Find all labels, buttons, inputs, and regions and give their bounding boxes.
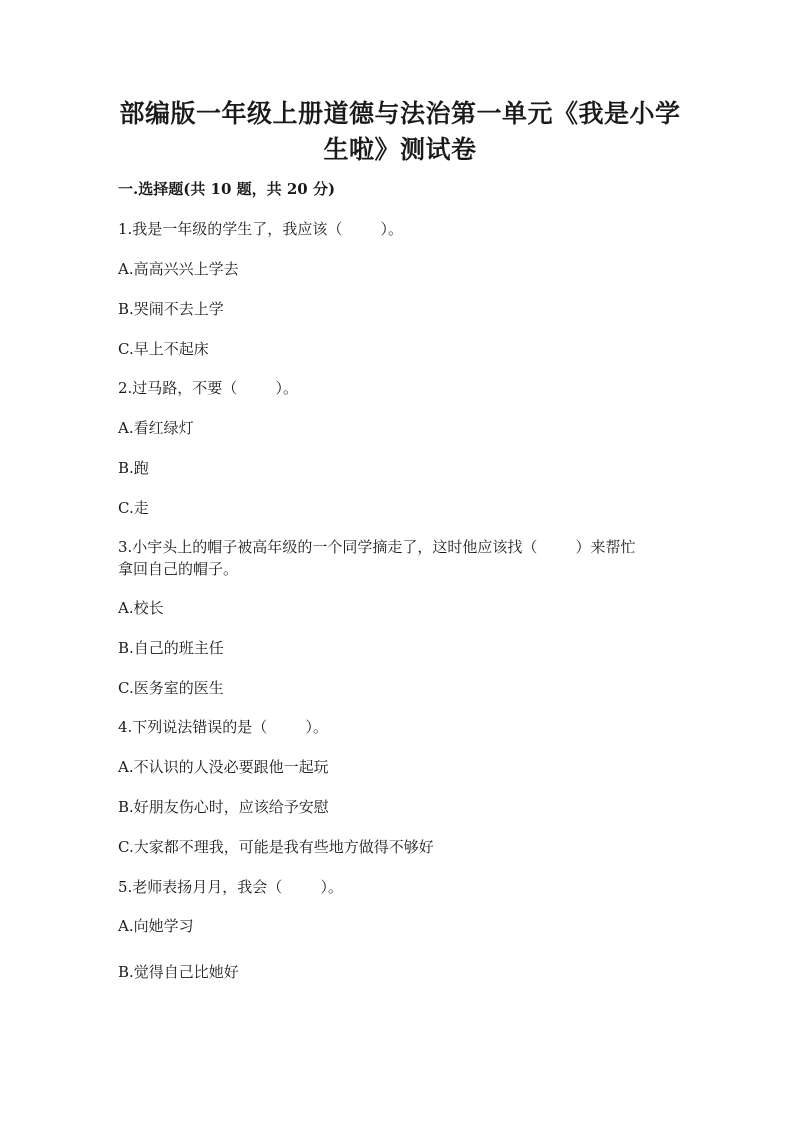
- page-title: [118, 0, 682, 168]
- question-2-option-b: B.跑: [118, 459, 149, 477]
- question-2-option-c: C.走: [118, 499, 149, 517]
- question-1-option-b: B.哭闹不去上学: [118, 300, 224, 318]
- question-1-option-c: C.早上不起床: [118, 340, 209, 358]
- title-line-2: 生啦》测试卷: [323, 135, 477, 164]
- question-2-stem: 2.过马路，不要（ ）。: [118, 379, 298, 397]
- question-4-option-a: A.不认识的人没必要跟他一起玩: [118, 758, 329, 776]
- question-4-option-c: C.大家都不理我，可能是我有些地方做得不够好: [118, 838, 434, 856]
- question-4-option-b: B.好朋友伤心时，应该给予安慰: [118, 798, 329, 816]
- section-heading: 一.选择题(共 10 题，共 20 分): [118, 180, 336, 198]
- question-4-stem: 4.下列说法错误的是（ ）。: [118, 718, 328, 736]
- question-3-option-a: A.校长: [118, 599, 164, 617]
- question-5-option-a: A.向她学习: [118, 917, 194, 935]
- question-2-option-a: A.看红绿灯: [118, 419, 194, 437]
- question-5-stem: 5.老师表扬月月，我会（ ）。: [118, 878, 343, 896]
- question-3-option-b: B.自己的班主任: [118, 639, 224, 657]
- question-1-option-a: A.高高兴兴上学去: [118, 260, 239, 278]
- question-3-stem-line-2: 拿回自己的帽子。: [118, 560, 239, 578]
- question-3-option-c: C.医务室的医生: [118, 679, 224, 697]
- question-1-stem: 1.我是一年级的学生了，我应该（ ）。: [118, 220, 403, 238]
- title-line-1: 部编版一年级上册道德与法治第一单元《我是小学: [119, 99, 681, 128]
- question-5-option-b: B.觉得自己比她好: [118, 963, 239, 981]
- question-3-stem-line-1: 3.小宇头上的帽子被高年级的一个同学摘走了，这时他应该找（ ）来帮忙: [118, 538, 636, 556]
